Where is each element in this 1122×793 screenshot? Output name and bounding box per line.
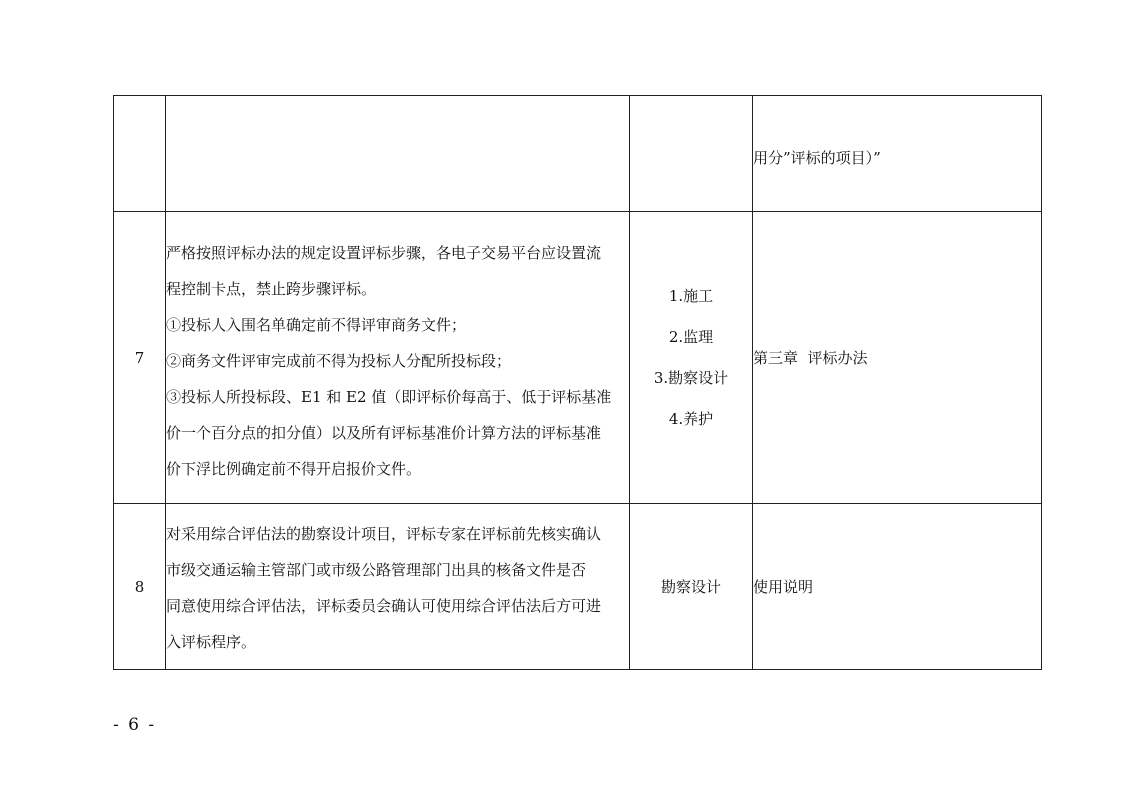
table-row [114, 212, 1042, 504]
requirement-line: 对采用综合评估法的勘察设计项目，评标专家在评标前先核实确认 [166, 525, 602, 543]
reference-cell [753, 212, 1042, 504]
reference-text: 使用说明 [753, 578, 814, 596]
requirement-line: 同意使用综合评估法，评标委员会确认可使用综合评估法后方可进 [166, 597, 602, 615]
requirement-line: ③投标人所投标段、E1 和 E2 值（即评标价每高于、低于评标基准 [166, 387, 612, 406]
row-number-cell [114, 212, 166, 504]
project-type: 2.监理 [668, 327, 714, 346]
requirement-line: 市级交通运输主管部门或市级公路管理部门出具的核备文件是否 [166, 561, 587, 579]
requirement-line: 价一个百分点的扣分值）以及所有评标基准价计算方法的评标基准 [166, 423, 602, 442]
row-number-cell [114, 504, 166, 670]
project-type-cell [630, 504, 753, 670]
page-number: - 6 - [113, 715, 157, 735]
project-type: 1.施工 [668, 286, 714, 305]
requirement-cell [166, 504, 630, 670]
requirement-cell [166, 96, 630, 212]
project-type: 勘察设计 [660, 578, 721, 596]
project-type-cell [630, 96, 753, 212]
requirement-cell [166, 212, 630, 504]
row-number: 7 [134, 348, 145, 367]
reference-cell [753, 96, 1042, 212]
reference-cell [753, 504, 1042, 670]
requirement-line: 价下浮比例确定前不得开启报价文件。 [166, 459, 422, 478]
requirement-line: ①投标人入围名单确定前不得评审商务文件； [166, 315, 467, 334]
requirement-line: 入评标程序。 [166, 633, 257, 651]
requirement-line: 程控制卡点，禁止跨步骤评标。 [166, 279, 377, 298]
table-row [114, 96, 1042, 212]
requirement-line: 严格按照评标办法的规定设置评标步骤，各电子交易平台应设置流 [166, 243, 602, 262]
row-number: 8 [134, 577, 145, 596]
reference-text: 第三章 评标办法 [753, 349, 868, 367]
requirements-table [113, 95, 1042, 670]
project-type-cell [630, 212, 753, 504]
row-number-cell [114, 96, 166, 212]
requirement-line: ②商务文件评审完成前不得为投标人分配所投标段； [166, 351, 512, 370]
table-row [114, 504, 1042, 670]
reference-text: 用分”评标的项目）” [753, 149, 881, 167]
project-type: 4.养护 [668, 409, 714, 428]
project-type: 3.勘察设计 [653, 368, 729, 387]
